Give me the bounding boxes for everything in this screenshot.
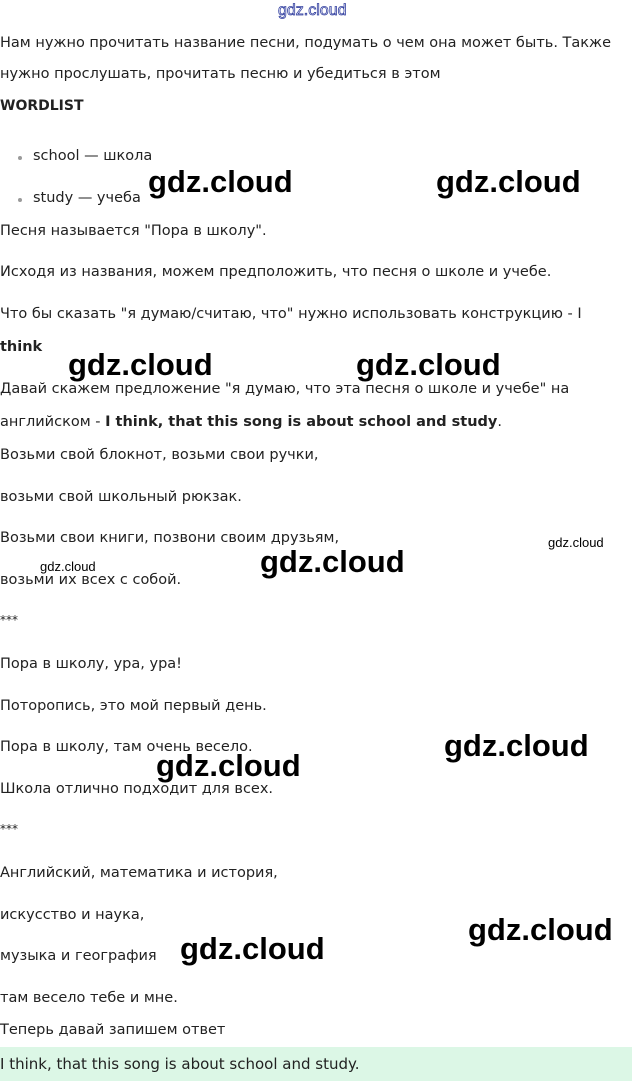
separator: *** <box>0 613 18 627</box>
separator: *** <box>0 822 18 836</box>
watermark: gdz.cloud <box>436 164 581 199</box>
answer-label: Теперь давай запишем ответ <box>0 1022 226 1038</box>
construction-line-1: Что бы сказать "я думаю/считаю, что" нужно использовать конструкцию - I <box>0 306 582 322</box>
watermark-small: gdz.cloud <box>40 559 96 574</box>
intro-line-1: Нам нужно прочитать название песни, подумать о чем она может быть. Также <box>0 35 612 51</box>
watermark: gdz.cloud <box>68 347 213 382</box>
assumption-line: Исходя из названия, можем предположить, что песня о школе и учебе. <box>0 264 552 280</box>
lyrics-line: музыка и география <box>0 948 157 964</box>
lyrics-line: возьми свой школьный рюкзак. <box>0 489 242 505</box>
lyrics-line: возьми их всех с собой. <box>0 572 182 588</box>
watermark-small: gdz.cloud <box>548 535 604 550</box>
lyrics-line: там весело тебе и мне. <box>0 990 178 1006</box>
watermark: gdz.cloud <box>356 347 501 382</box>
watermark: gdz.cloud <box>156 748 301 783</box>
sentence-line-2 <box>0 412 502 432</box>
bullet-icon <box>18 156 22 160</box>
lyrics-line: Пора в школу, ура, ура! <box>0 656 182 672</box>
wordlist-heading: WORDLIST <box>0 98 84 114</box>
watermark: gdz.cloud <box>260 544 405 579</box>
watermark: gdz.cloud <box>444 728 589 763</box>
top-watermark: gdz.cloud <box>278 2 347 19</box>
construction-line-2: think <box>0 339 43 355</box>
watermark: gdz.cloud <box>180 931 325 966</box>
sentence-bold: I think, that this song is about school and study <box>105 414 498 430</box>
lyrics-line: Пора в школу, там очень весело. <box>0 739 253 755</box>
wordlist-item: school — школа <box>33 148 153 164</box>
lyrics-line: Возьми свой блокнот, возьми свои ручки, <box>0 447 319 463</box>
lyrics-line: Поторопись, это мой первый день. <box>0 698 267 714</box>
answer-box <box>0 1047 632 1081</box>
sentence-suffix: . <box>497 414 502 430</box>
bullet-icon <box>18 198 22 202</box>
lyrics-line: Возьми свои книги, позвони своим друзьям, <box>0 530 340 546</box>
wordlist-item: study — учеба <box>33 190 141 206</box>
lyrics-line: Английский, математика и история, <box>0 865 278 881</box>
lyrics-line: искусство и наука, <box>0 907 145 923</box>
watermark: gdz.cloud <box>468 912 613 947</box>
song-title-line: Песня называется "Пора в школу". <box>0 223 267 239</box>
watermark: gdz.cloud <box>148 164 293 199</box>
answer-text: I think, that this song is about school and study. <box>0 1055 360 1073</box>
sentence-prefix: английском - <box>0 414 106 430</box>
sentence-line-1: Давай скажем предложение "я думаю, что эта песня о школе и учебе" на <box>0 381 570 397</box>
intro-line-2: нужно прослушать, прочитать песню и убедиться в этом <box>0 66 441 82</box>
lyrics-line: Школа отлично подходит для всех. <box>0 781 274 797</box>
